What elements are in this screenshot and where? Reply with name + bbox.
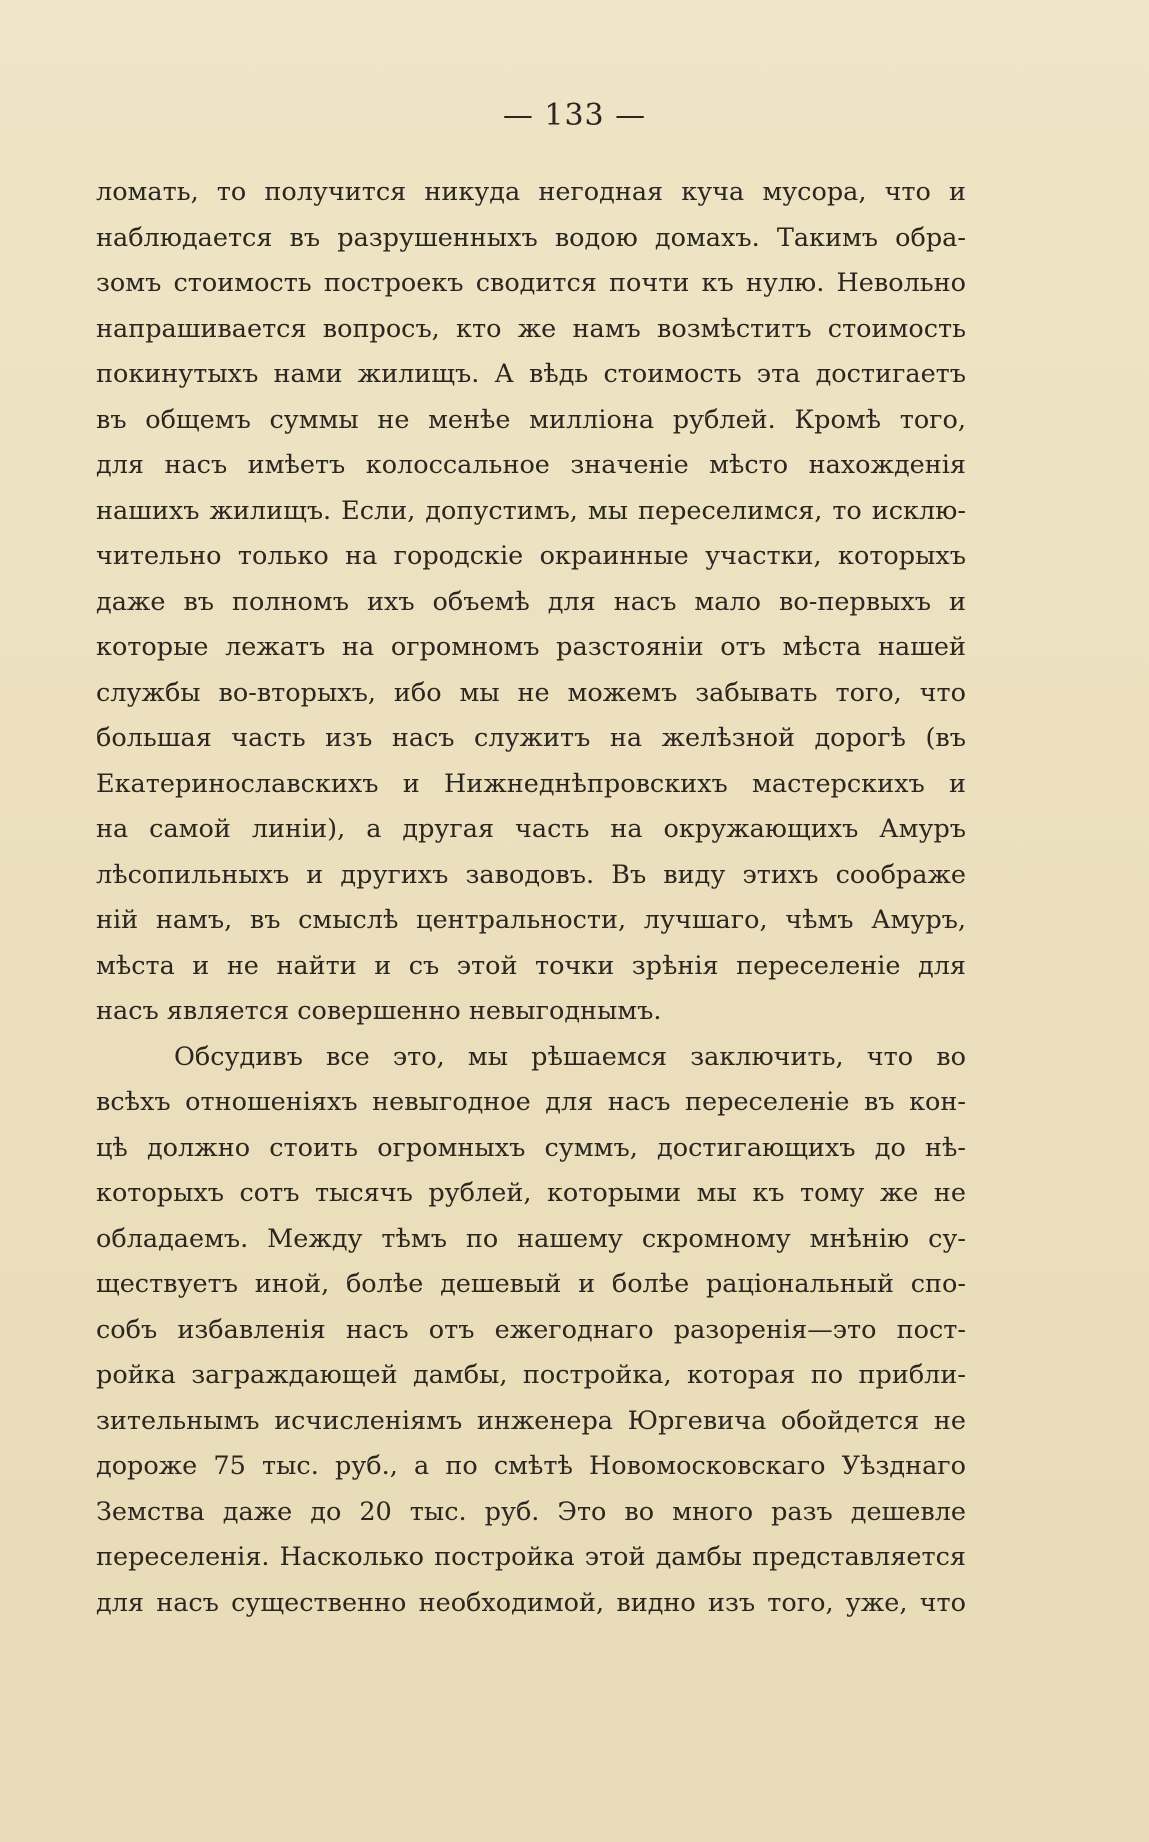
text-line: переселенія. Насколько постройка этой дамбы представляется [96,1542,966,1572]
page-number: — 133 — [502,98,647,133]
text-line: ломать, то получится никуда негодная куча мусора, что и [96,177,966,207]
text-line: насъ является совершенно невыгоднымъ. [96,996,662,1026]
text-line: ній намъ, въ смыслѣ центральности, лучшаго, чѣмъ Амуръ, [96,905,966,935]
text-line: дороже 75 тыс. руб., а по смѣтѣ Новомосковскаго Уѣзднаго [96,1451,966,1481]
text-line: чительно только на городскіе окраинные участки, которыхъ [96,541,966,571]
text-line: Екатеринославскихъ и Нижнеднѣпровскихъ мастерскихъ и [96,768,966,799]
text-line: наблюдается въ разрушенныхъ водою домахъ. Такимъ обра- [96,222,966,253]
text-line: покинутыхъ нами жилищъ. А вѣдь стоимость эта достигаетъ [96,359,966,389]
text-line: большая часть изъ насъ служитъ на желѣзной дорогѣ (въ [96,723,966,753]
text-line: которые лежатъ на огромномъ разстояніи отъ мѣста нашей [96,632,966,662]
text-line: которыхъ сотъ тысячъ рублей, которыми мы къ тому же не [96,1178,966,1208]
text-line: лѣсопильныхъ и другихъ заводовъ. Въ виду этихъ соображе [96,859,966,890]
paragraph-1 [96,170,966,1035]
text-line: цѣ должно стоить огромныхъ суммъ, достигающихъ до нѣ- [96,1132,966,1163]
text-line: зомъ стоимость построекъ сводится почти къ нулю. Невольно [96,268,966,298]
text-line: напрашивается вопросъ, кто же намъ возмѣститъ стоимость [96,313,966,344]
text-line: Обсудивъ все это, мы рѣшаемся заключить, что во [174,1041,966,1072]
text-line: Земства даже до 20 тыс. руб. Это во много разъ дешевле [96,1496,966,1527]
text-line: ществуетъ иной, болѣе дешевый и болѣе раціональный спо- [96,1269,966,1299]
text-line: службы во-вторыхъ, ибо мы не можемъ забывать того, что [96,677,966,708]
body-text [96,170,966,1626]
text-line: даже въ полномъ ихъ объемѣ для насъ мало во-первыхъ и [96,586,966,617]
text-line: обладаемъ. Между тѣмъ по нашему скромному мнѣнію су- [96,1223,966,1254]
text-line: на самой линіи), а другая часть на окружающихъ Амуръ [96,814,966,844]
paragraph-2 [96,1035,966,1627]
text-line: мѣста и не найти и съ этой точки зрѣнія переселеніе для [96,950,966,981]
text-line: всѣхъ отношеніяхъ невыгодное для насъ переселеніе въ кон- [96,1087,966,1117]
text-line: для насъ имѣетъ колоссальное значеніе мѣсто нахожденія [96,450,966,480]
text-line: нашихъ жилищъ. Если, допустимъ, мы переселимся, то исклю- [96,495,966,526]
text-line: въ общемъ суммы не менѣе милліона рублей. Кромѣ того, [96,404,966,435]
text-line: зительнымъ исчисленіямъ инженера Юргевича обойдется не [96,1405,966,1436]
text-line: для насъ существенно необходимой, видно изъ того, уже, что [96,1587,966,1618]
text-line: собъ избавленія насъ отъ ежегоднаго разоренія—это пост- [96,1314,966,1345]
text-line: ройка заграждающей дамбы, постройка, которая по прибли- [96,1360,966,1390]
